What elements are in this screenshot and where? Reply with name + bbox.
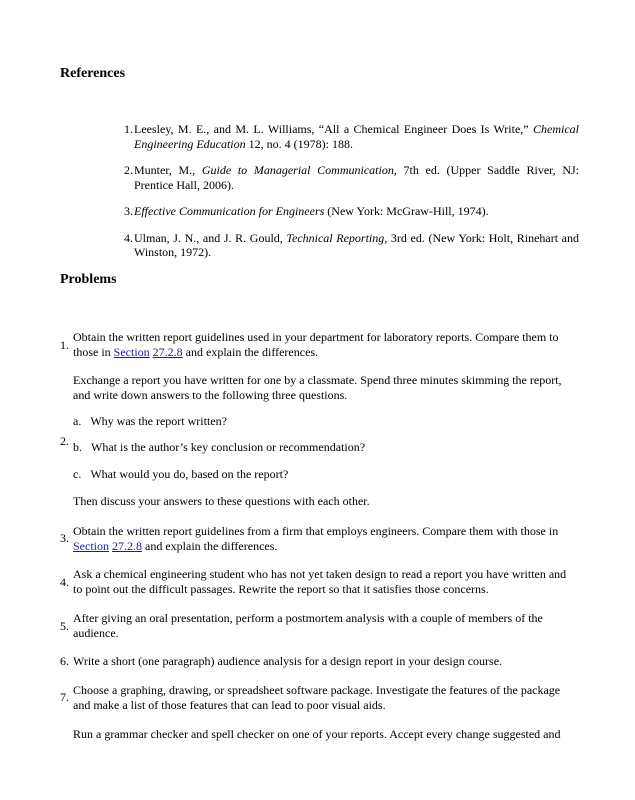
sub-letter: c. bbox=[73, 467, 82, 481]
reference-item bbox=[119, 122, 579, 151]
section-link[interactable]: Section bbox=[113, 344, 150, 359]
sub-text: What would you do, based on the report? bbox=[90, 467, 289, 481]
problems-heading: Problems bbox=[60, 272, 117, 287]
problem-8-text: Run a grammar checker and spell checker on one of your reports. Accept every change suggested and bbox=[73, 727, 561, 741]
section-number-link[interactable]: 27.2.8 bbox=[112, 538, 142, 553]
reference-title: Chemical Engineering Education bbox=[134, 122, 579, 151]
problem-5-number: 5. bbox=[60, 619, 69, 633]
problem-6-number: 6. bbox=[60, 654, 69, 668]
problem-2-sub-b bbox=[73, 440, 365, 455]
problem-2-intro: Exchange a report you have written for one by a classmate. Spend three minutes skimming the report, and write down answers to the following three questions. bbox=[73, 373, 562, 402]
reference-number: 1. bbox=[124, 122, 133, 136]
sub-text: Why was the report written? bbox=[90, 414, 227, 428]
problem-4-text: Ask a chemical engineering student who has not yet taken design to read a report you have written and to point out the difficult passages. Rewrite the report so that it satisfies those concerns. bbox=[73, 567, 567, 596]
section-number-link[interactable]: 27.2.8 bbox=[152, 344, 183, 359]
reference-segment: , 7th ed. (Upper Saddle River, NJ: Prentice Hall, 2006). bbox=[134, 163, 580, 192]
reference-text bbox=[119, 204, 579, 219]
problem-2-number: 2. bbox=[60, 434, 69, 448]
reference-segment: (New York: McGraw-Hill, 1974). bbox=[324, 204, 489, 218]
reference-list bbox=[119, 122, 579, 260]
problem-7-number: 7. bbox=[60, 690, 69, 704]
references-heading: References bbox=[60, 66, 126, 81]
reference-number: 3. bbox=[124, 204, 133, 218]
problem-1-text-b: and explain the differences. bbox=[182, 344, 319, 359]
problem-1-text bbox=[73, 330, 578, 359]
reference-item bbox=[119, 204, 579, 219]
reference-text bbox=[119, 163, 579, 192]
reference-title: Guide to Managerial Communication bbox=[201, 163, 394, 177]
reference-number: 2. bbox=[124, 163, 133, 177]
problem-3-text-a: Obtain the written report guidelines from a firm that employs engineers. Compare them with those in bbox=[73, 524, 559, 538]
reference-title: Technical Reporting bbox=[286, 230, 385, 245]
problem-7-text: Choose a graphing, drawing, or spreadsheet software package. Investigate the features of the package and make a list of those features that can lead to poor visual aids. bbox=[73, 683, 561, 712]
problem-2-sub-c bbox=[73, 467, 288, 482]
reference-segment: Munter, M., bbox=[134, 163, 202, 177]
problem-1-number: 1. bbox=[60, 338, 69, 352]
reference-segment: Ulman, J. N., and J. R. Gould, bbox=[134, 230, 287, 245]
reference-segment: , 3rd ed. (New York: Holt, Rinehart and Winston, 1972). bbox=[134, 230, 580, 259]
sub-text: What is the author’s key conclusion or recommendation? bbox=[91, 440, 366, 454]
problem-3-number: 3. bbox=[60, 531, 69, 545]
reference-segment: Leesley, M. E., and M. L. Williams, “All a Chemical Engineer Does Is Write,” bbox=[134, 122, 533, 136]
reference-number: 4. bbox=[124, 230, 133, 245]
problem-2-sub-a bbox=[73, 414, 227, 429]
section-link[interactable]: Section bbox=[73, 538, 109, 553]
reference-segment: 12, no. 4 (1978): 188. bbox=[245, 136, 353, 151]
sub-letter: b. bbox=[73, 440, 82, 454]
reference-item bbox=[119, 231, 579, 260]
problem-4-number: 4. bbox=[60, 575, 69, 589]
reference-title: Effective Communication for Engineers bbox=[134, 204, 325, 218]
problem-2-outro: Then discuss your answers to these questions with each other. bbox=[73, 494, 370, 508]
problem-6-text: Write a short (one paragraph) audience analysis for a design report in your design course. bbox=[73, 654, 503, 668]
reference-text bbox=[119, 231, 579, 260]
reference-text bbox=[119, 122, 579, 151]
problem-1-text-a: Obtain the written report guidelines used in your department for laboratory reports. Compare them to those in bbox=[73, 330, 559, 359]
problem-3-text bbox=[73, 524, 578, 553]
problem-5-text: After giving an oral presentation, perform a postmortem analysis with a couple of members of the audience. bbox=[73, 611, 543, 640]
sub-letter: a. bbox=[73, 414, 82, 428]
reference-item bbox=[119, 163, 579, 192]
problem-3-text-b: and explain the differences. bbox=[142, 538, 278, 553]
